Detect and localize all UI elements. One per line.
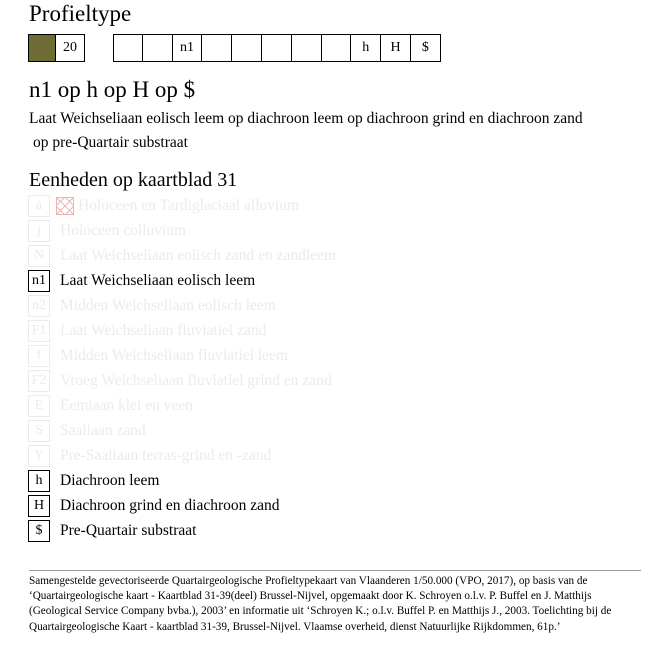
profile-sequence-cell xyxy=(262,34,292,62)
unit-row xyxy=(28,318,628,343)
divider xyxy=(29,570,641,571)
profile-sequence-cell xyxy=(232,34,262,62)
unit-label: Laat Weichseliaan eolisch leem xyxy=(60,271,256,289)
unit-row xyxy=(28,468,628,493)
unit-code: f xyxy=(28,345,50,367)
unit-code: F1 xyxy=(28,320,50,342)
unit-row xyxy=(28,443,628,468)
unit-row xyxy=(28,418,628,443)
unit-row xyxy=(28,193,628,218)
unit-code: S xyxy=(28,420,50,442)
unit-label: Saaliaan zand xyxy=(60,421,146,439)
unit-label: Diachroon leem xyxy=(60,471,160,489)
unit-row xyxy=(28,518,628,543)
profile-sequence-cell xyxy=(113,34,143,62)
profile-gap xyxy=(85,34,113,63)
description-line-2: op pre-Quartair substraat xyxy=(33,134,188,151)
profile-sequence-cell xyxy=(202,34,232,62)
unit-row xyxy=(28,268,628,293)
profile-sequence-cell: h xyxy=(351,34,381,62)
units-list xyxy=(28,193,628,543)
unit-label: Vroeg Weichseliaan fluviatiel grind en zand xyxy=(60,371,332,389)
unit-label: Eemiaan klei en veen xyxy=(60,396,193,414)
profile-code: 20 xyxy=(56,34,85,62)
unit-row xyxy=(28,493,628,518)
page-title: Profieltype xyxy=(29,1,132,26)
unit-code: h xyxy=(28,470,50,492)
unit-label: Laat Weichseliaan eolisch zand en zandleem xyxy=(60,246,337,264)
unit-row xyxy=(28,368,628,393)
unit-label: Midden Weichseliaan fluviatiel leem xyxy=(60,346,288,364)
unit-code: Y xyxy=(28,445,50,467)
unit-code: j xyxy=(28,220,50,242)
hatch-pattern-icon xyxy=(56,197,74,215)
profile-sequence-cell xyxy=(322,34,352,62)
unit-row xyxy=(28,218,628,243)
profile-bar xyxy=(28,34,441,63)
description-line-1: Laat Weichseliaan eolisch leem op diachroon leem op diachroon grind en diachroon zand xyxy=(29,110,583,127)
unit-label: Diachroon grind en diachroon zand xyxy=(60,496,280,514)
unit-label: Pre-Quartair substraat xyxy=(60,521,197,539)
profile-color-swatch xyxy=(28,34,56,62)
unit-code: H xyxy=(28,495,50,517)
unit-row xyxy=(28,293,628,318)
unit-label: Laat Weichseliaan fluviatiel zand xyxy=(60,321,267,339)
profile-formula: n1 op h op H op $ xyxy=(29,77,196,102)
unit-row xyxy=(28,393,628,418)
unit-row xyxy=(28,243,628,268)
unit-row xyxy=(28,343,628,368)
unit-code: n2 xyxy=(28,295,50,317)
source-note: Samengestelde gevectoriseerde Quartairgeologische Profieltypekaart van Vlaanderen 1/50.000 (VPO, 2017), op basis van de ‘Quartairgeologische kaart - Kaartblad 31-39(deel) Brussel-Nijvel, opgemaakt door K. Schroyen o.l.v. P. Buffel en J. Matthijs (Geological Service Company bvba.), 2003’ en informatie uit ‘Schroyen K.; o.l.v. Buffel P. en Matthijs J., 2003. Toelichting bij de Quartairgeologische Kaart - kaartblad 31-39, Brussel-Nijvel. Vlaamse overheid, dienst Natuurlijke Rijkdommen, 61p.’ xyxy=(29,575,612,633)
unit-label: Pre-Saaliaan terras-grind en -zand xyxy=(60,446,272,464)
unit-label: Holoceen en Tardiglaciaal alluvium xyxy=(78,196,300,214)
units-heading: Eenheden op kaartblad 31 xyxy=(29,169,238,191)
profile-sequence xyxy=(113,34,441,63)
profile-sequence-cell: $ xyxy=(411,34,441,62)
profile-sequence-cell: n1 xyxy=(173,34,203,62)
unit-label: Midden Weichseliaan eolisch leem xyxy=(60,296,276,314)
profile-sequence-cell xyxy=(143,34,173,62)
profile-sequence-cell: H xyxy=(381,34,411,62)
profile-description xyxy=(29,107,639,155)
unit-label: Holoceen colluvium xyxy=(60,221,187,239)
unit-code: F2 xyxy=(28,370,50,392)
unit-code: E xyxy=(28,395,50,417)
unit-code: $ xyxy=(28,520,50,542)
unit-code: n1 xyxy=(28,270,50,292)
unit-code: a xyxy=(28,195,50,217)
profile-sequence-cell xyxy=(292,34,322,62)
unit-code: N xyxy=(28,245,50,267)
